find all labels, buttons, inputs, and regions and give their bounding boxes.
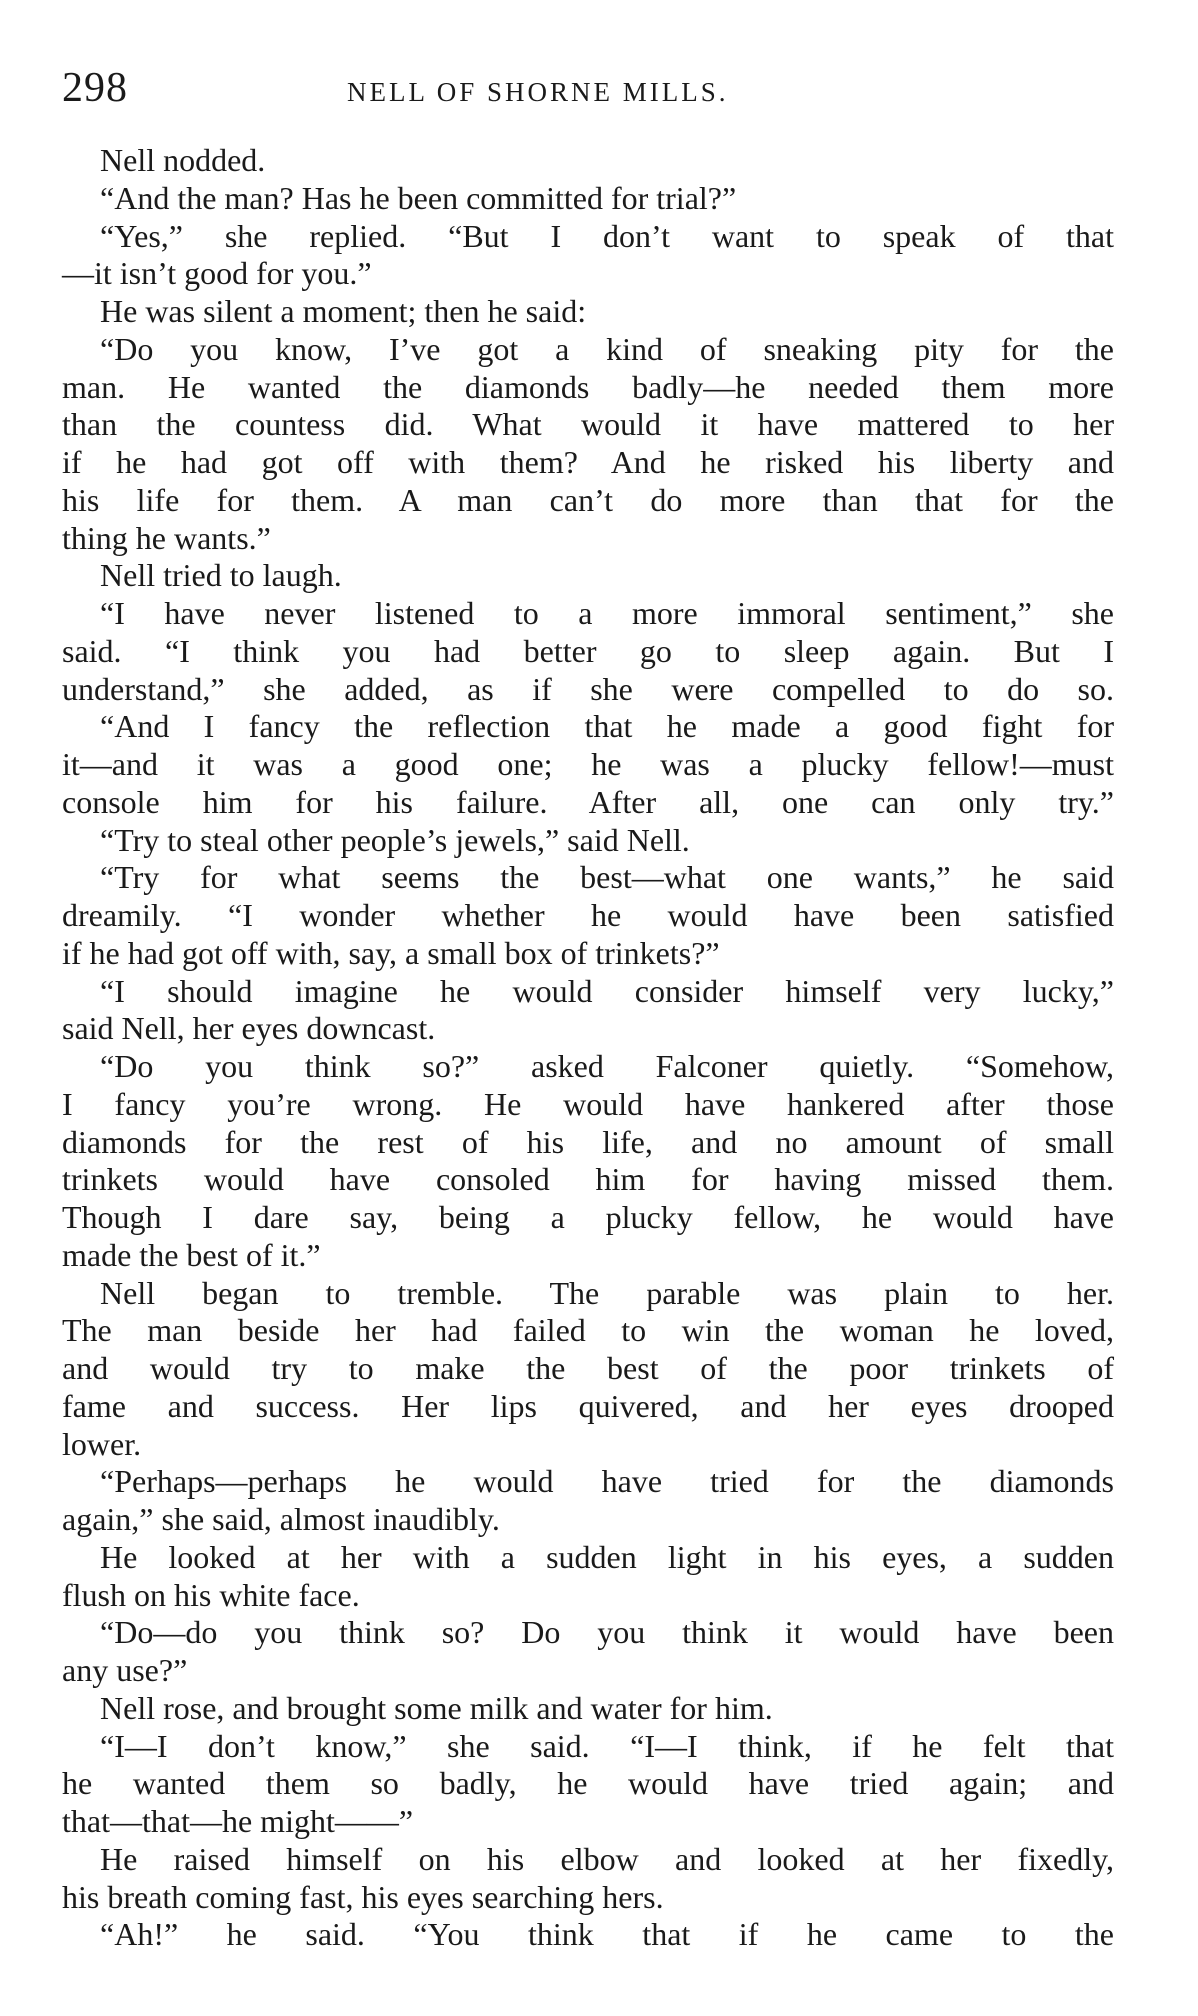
text-line: Nell began to tremble. The parable was plain to her.: [100, 1274, 1114, 1311]
body-text: [62, 142, 1114, 1954]
text-line: and would try to make the best of the poor trinkets of: [62, 1350, 1114, 1386]
text-line: “I have never listened to a more immoral sentiment,” she: [100, 595, 1114, 631]
text-line: man. He wanted the diamonds badly—he needed them more: [62, 368, 1114, 405]
text-line: “Ah!” he said. “You think that if he came to the: [100, 1916, 1114, 1953]
text-line: He looked at her with a sudden light in his eyes, a sudden: [100, 1538, 1114, 1575]
text-line: made the best of it.”: [62, 1236, 321, 1273]
text-line: He raised himself on his elbow and looked at her fixedly,: [100, 1840, 1114, 1877]
page-header: [62, 58, 1102, 118]
text-line: if he had got off with, say, a small box of trinkets?”: [62, 934, 720, 971]
text-line: thing he wants.”: [62, 519, 271, 556]
text-line: “Do—do you think so? Do you think it would have been: [100, 1614, 1114, 1651]
text-line: “Try to steal other people’s jewels,” said Nell.: [100, 821, 690, 858]
text-line: The man beside her had failed to win the woman he loved,: [62, 1312, 1114, 1349]
text-line: if he had got off with them? And he risked his liberty and: [62, 444, 1114, 480]
text-line: I fancy you’re wrong. He would have hankered after those: [62, 1085, 1114, 1122]
text-line: said. “I think you had better go to sleep again. But I: [62, 632, 1114, 669]
text-line: flush on his white face.: [62, 1576, 360, 1613]
text-line: Nell nodded.: [100, 142, 266, 178]
text-line: trinkets would have consoled him for having missed them.: [62, 1161, 1114, 1198]
text-line: he wanted them so badly, he would have tried again; and: [62, 1765, 1114, 1802]
text-line: any use?”: [62, 1652, 188, 1688]
text-line: it—and it was a good one; he was a plucky fellow!—must: [62, 746, 1114, 782]
text-line: Nell rose, and brought some milk and water for him.: [100, 1689, 773, 1726]
text-line: that—that—he might——”: [62, 1803, 414, 1839]
text-line: “Do you know, I’ve got a kind of sneaking pity for the: [100, 330, 1114, 367]
text-line: than the countess did. What would it have mattered to her: [62, 406, 1114, 443]
text-line: his breath coming fast, his eyes searching hers.: [62, 1878, 664, 1915]
text-line: understand,” she added, as if she were compelled to do so.: [62, 670, 1114, 707]
text-line: “I should imagine he would consider himself very lucky,”: [100, 972, 1114, 1009]
text-line: “Do you think so?” asked Falconer quietly. “Somehow,: [100, 1048, 1114, 1084]
text-line: diamonds for the rest of his life, and no amount of small: [62, 1123, 1114, 1160]
text-line: Though I dare say, being a plucky fellow, he would have: [62, 1199, 1114, 1235]
text-line: again,” she said, almost inaudibly.: [62, 1501, 500, 1537]
text-line: fame and success. Her lips quivered, and her eyes drooped: [62, 1387, 1114, 1424]
text-line: “I—I don’t know,” she said. “I—I think, if he felt that: [100, 1727, 1114, 1764]
text-line: his life for them. A man can’t do more than that for the: [62, 481, 1114, 518]
running-head: NELL OF SHORNE MILLS.: [347, 77, 729, 107]
page-number: 298: [62, 65, 128, 111]
text-line: console him for his failure. After all, one can only try.”: [62, 783, 1114, 820]
text-line: “And I fancy the reflection that he made a good fight for: [100, 708, 1114, 745]
text-line: He was silent a moment; then he said:: [100, 293, 587, 329]
text-line: “And the man? Has he been committed for trial?”: [100, 179, 737, 216]
text-line: —it isn’t good for you.”: [62, 255, 372, 292]
text-line: lower.: [62, 1425, 142, 1462]
text-line: dreamily. “I wonder whether he would have been satisfied: [62, 897, 1114, 933]
text-line: Nell tried to laugh.: [100, 557, 342, 594]
text-line: “Perhaps—perhaps he would have tried for the diamonds: [100, 1463, 1114, 1500]
text-line: said Nell, her eyes downcast.: [62, 1010, 436, 1047]
text-line: “Yes,” she replied. “But I don’t want to speak of that: [100, 217, 1114, 254]
text-line: “Try for what seems the best—what one wants,” he said: [100, 859, 1114, 896]
